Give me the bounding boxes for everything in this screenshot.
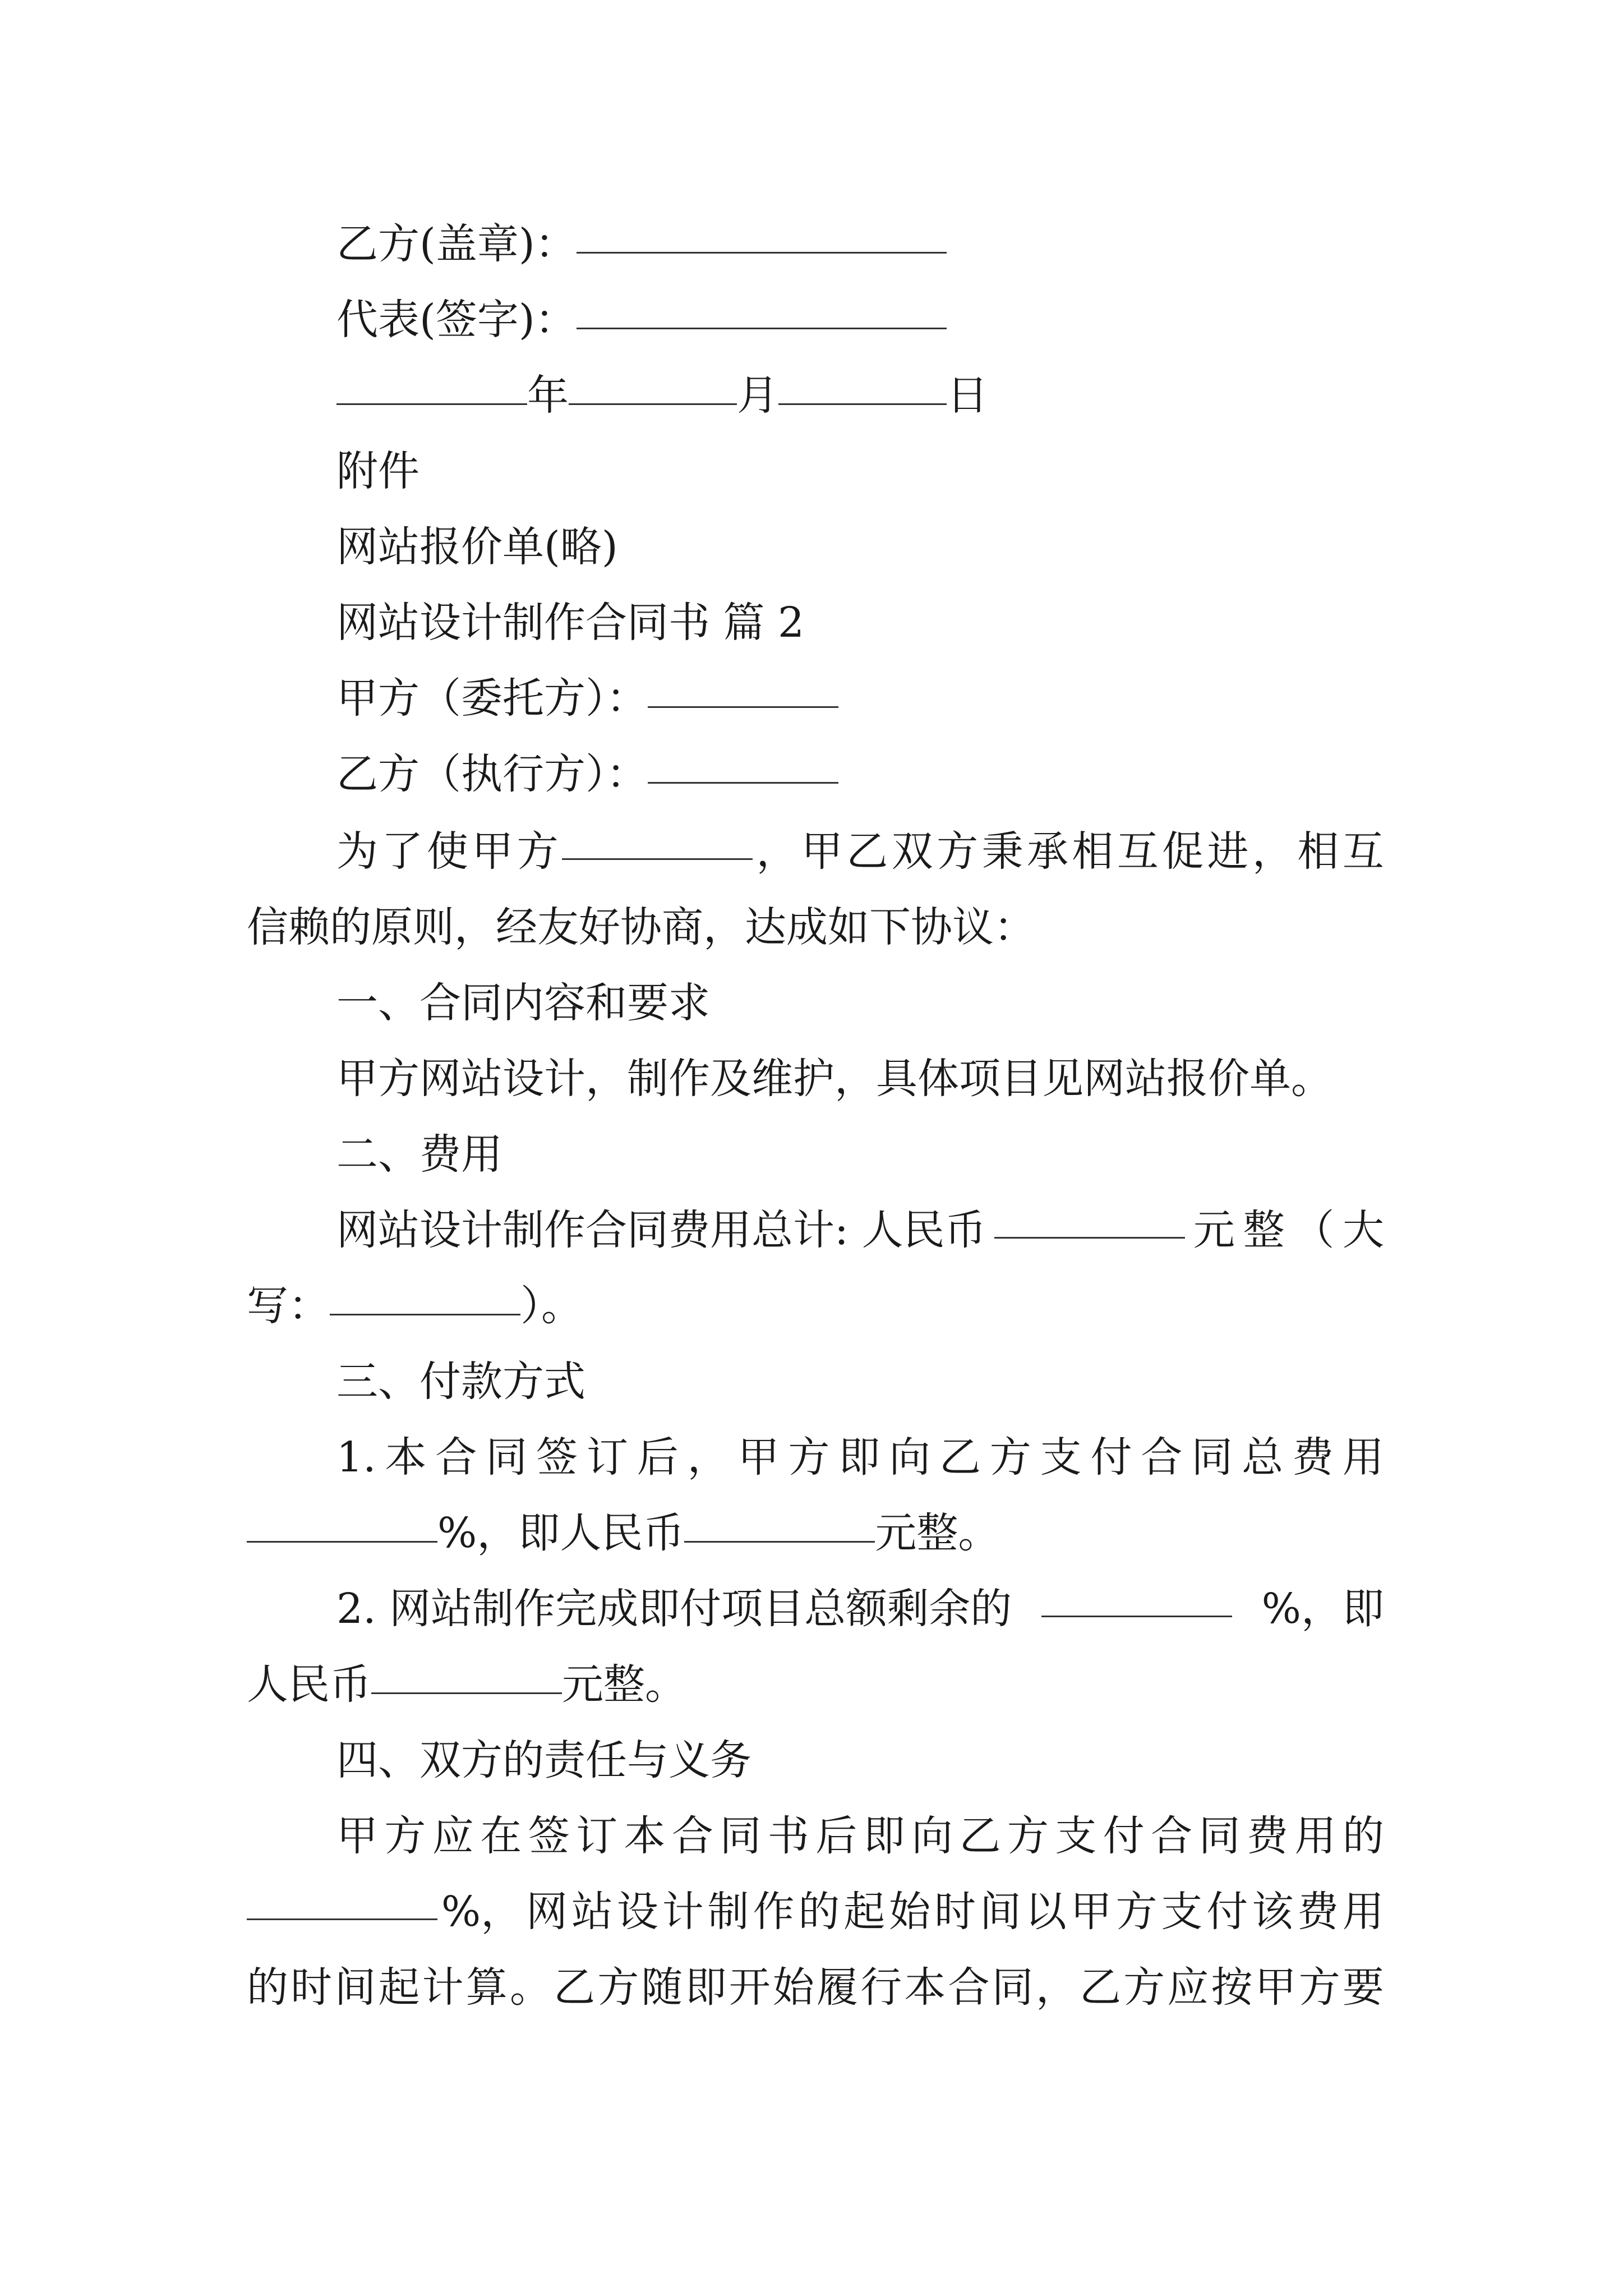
char: 合 bbox=[671, 1812, 713, 1860]
char: ， bbox=[687, 1433, 729, 1481]
char: 向 bbox=[911, 1812, 953, 1860]
char: 设 bbox=[616, 1888, 658, 1936]
char: 方 bbox=[384, 1812, 426, 1860]
char: 乙 bbox=[939, 1433, 981, 1481]
char: 付 bbox=[1206, 1888, 1248, 1936]
year-blank bbox=[336, 364, 527, 405]
char: 时 bbox=[291, 1963, 333, 2012]
char: 作 bbox=[753, 1888, 795, 1936]
char: 用 bbox=[1294, 1812, 1336, 1860]
second-payment-amount-blank bbox=[371, 1653, 562, 1694]
char: 费 bbox=[1292, 1433, 1334, 1481]
char: 支 bbox=[1055, 1812, 1097, 1860]
party-b-seal-blank bbox=[577, 213, 947, 254]
char: 方 bbox=[788, 1433, 830, 1481]
char: 同 bbox=[1198, 1812, 1241, 1860]
char: 费 bbox=[1297, 1888, 1339, 1936]
purpose-blank bbox=[562, 819, 753, 860]
char: 向 bbox=[889, 1433, 931, 1481]
first-payment-percent-blank bbox=[247, 1502, 437, 1543]
char: 秉 bbox=[981, 827, 1023, 876]
char: 应 bbox=[432, 1812, 474, 1860]
char: 在 bbox=[480, 1812, 522, 1860]
second-payment-currency: 人民币 bbox=[247, 1660, 371, 1709]
char: 用 bbox=[1342, 1433, 1384, 1481]
section-4-line-3 bbox=[247, 1959, 1384, 2016]
section-1-body: 甲方网站设计，制作及维护，具体项目见网站报价单。 bbox=[336, 1055, 1332, 1103]
section-3-item-1-line-1 bbox=[336, 1429, 1384, 1485]
char: 双 bbox=[891, 827, 933, 876]
first-payment-unit: 元整。 bbox=[875, 1509, 1000, 1557]
char: 起 bbox=[843, 1888, 886, 1936]
attachment-heading: 附件 bbox=[336, 447, 419, 495]
char: 方 bbox=[1007, 1812, 1049, 1860]
char: 本 bbox=[624, 1812, 666, 1860]
prepay-percent-blank bbox=[247, 1879, 437, 1920]
char: 互 bbox=[1117, 827, 1159, 876]
char: 方 bbox=[1123, 1963, 1165, 2012]
char: 应 bbox=[1167, 1963, 1209, 2012]
char: 用 bbox=[1342, 1888, 1384, 1936]
char: 乙 bbox=[554, 1963, 596, 2012]
char: 费 bbox=[1247, 1812, 1289, 1860]
section-2-line-1 bbox=[336, 1202, 1384, 1258]
intro-line-1 bbox=[336, 823, 1384, 880]
char: 同 bbox=[720, 1812, 762, 1860]
section-4-line-2 bbox=[247, 1884, 1384, 1940]
char: 方 bbox=[1298, 1963, 1340, 2012]
section-3-item-1-line-2 bbox=[247, 1505, 999, 1561]
char: 的 bbox=[798, 1888, 840, 1936]
char: ， bbox=[756, 827, 798, 876]
char: 履 bbox=[817, 1963, 859, 2012]
day-blank bbox=[778, 364, 947, 405]
char: 支 bbox=[1040, 1433, 1082, 1481]
char: 为 bbox=[336, 827, 378, 876]
char: %， bbox=[441, 1888, 523, 1936]
char: ， bbox=[1252, 827, 1294, 876]
char: 合 bbox=[435, 1433, 477, 1481]
char: 行 bbox=[860, 1963, 902, 2012]
first-payment-label: %，即人民币 bbox=[437, 1509, 685, 1557]
party-b-seal-line bbox=[336, 216, 947, 272]
representative-label: 代表(签字)： bbox=[336, 296, 577, 344]
fee-close: ）。 bbox=[520, 1282, 583, 1330]
char: 促 bbox=[1162, 827, 1204, 876]
party-b-seal-label: 乙方(盖章)： bbox=[336, 220, 577, 268]
second-payment-percent-blank bbox=[1041, 1576, 1232, 1617]
char: 的 bbox=[1342, 1812, 1384, 1860]
char: 付 bbox=[1103, 1812, 1145, 1860]
fee-uppercase-label: 写： bbox=[247, 1282, 330, 1330]
char: 始 bbox=[889, 1888, 931, 1936]
char: 即 bbox=[863, 1812, 905, 1860]
char: 书 bbox=[767, 1812, 809, 1860]
day-label: 日 bbox=[947, 371, 988, 420]
char: 签 bbox=[528, 1812, 570, 1860]
char: 间 bbox=[979, 1888, 1021, 1936]
char: （ bbox=[1293, 1206, 1335, 1254]
char: 合 bbox=[1151, 1812, 1193, 1860]
intro-line-2: 信赖的原则，经友好协商，达成如下协议： bbox=[247, 903, 1035, 951]
char: 了 bbox=[381, 827, 423, 876]
char: 1. bbox=[336, 1433, 376, 1481]
char: 付 bbox=[1090, 1433, 1132, 1481]
char: ， bbox=[1035, 1963, 1077, 2012]
second-payment-unit: 元整。 bbox=[562, 1660, 686, 1709]
char: 合 bbox=[948, 1963, 990, 2012]
char: 相 bbox=[1297, 827, 1339, 876]
char: 始 bbox=[772, 1963, 814, 2012]
party-b-label: 乙方（执行方）： bbox=[336, 750, 648, 798]
party-a-blank bbox=[648, 667, 838, 708]
first-payment-amount-blank bbox=[684, 1502, 875, 1543]
char: 网 bbox=[526, 1888, 568, 1936]
char: 方 bbox=[937, 827, 979, 876]
char: 计 bbox=[422, 1963, 464, 2012]
section-3-item-2-line-1 bbox=[336, 1581, 1384, 1637]
char: 订 bbox=[576, 1812, 618, 1860]
fee-amount-blank bbox=[994, 1198, 1185, 1239]
char: 签 bbox=[536, 1433, 578, 1481]
char: 本 bbox=[904, 1963, 946, 2012]
year-label: 年 bbox=[527, 371, 569, 420]
section-4-line-1 bbox=[336, 1808, 1384, 1864]
month-blank bbox=[569, 364, 737, 405]
char: 甲 bbox=[801, 827, 843, 876]
section-4-heading: 四、双方的责任与义务 bbox=[336, 1736, 751, 1784]
char: 开 bbox=[728, 1963, 771, 2012]
second-payment-percent-label: %，即 bbox=[1261, 1585, 1384, 1633]
party-a-label: 甲方（委托方）： bbox=[336, 674, 648, 723]
char: 大 bbox=[1342, 1206, 1384, 1254]
attachment-item: 网站报价单(略) bbox=[336, 523, 618, 571]
char: 即 bbox=[838, 1433, 880, 1481]
char: 甲 bbox=[1255, 1963, 1297, 2012]
char: 合 bbox=[1141, 1433, 1183, 1481]
char: 计 bbox=[662, 1888, 704, 1936]
fee-total-label: 网站设计制作合同费用总计: 人民币 bbox=[336, 1206, 986, 1254]
party-b-blank bbox=[648, 743, 838, 784]
section-1-heading: 一、合同内容和要求 bbox=[336, 979, 710, 1027]
char: 制 bbox=[707, 1888, 749, 1936]
char: 互 bbox=[1342, 827, 1384, 876]
char: 相 bbox=[1072, 827, 1114, 876]
char: 乙 bbox=[1079, 1963, 1121, 2012]
char: 站 bbox=[571, 1888, 613, 1936]
char: 方 bbox=[1115, 1888, 1158, 1936]
char: 乙 bbox=[959, 1812, 1001, 1860]
party-a-line bbox=[336, 670, 838, 726]
char: 后 bbox=[637, 1433, 679, 1481]
party-b-line bbox=[336, 746, 838, 802]
char: 。 bbox=[509, 1963, 551, 2012]
char: 随 bbox=[641, 1963, 683, 2012]
char: 甲 bbox=[1070, 1888, 1112, 1936]
char: 方 bbox=[989, 1433, 1031, 1481]
char: 订 bbox=[586, 1433, 628, 1481]
char: 整 bbox=[1243, 1206, 1285, 1254]
char: 方 bbox=[517, 827, 559, 876]
char: 同 bbox=[486, 1433, 528, 1481]
char: 元 bbox=[1193, 1206, 1235, 1254]
char: 方 bbox=[597, 1963, 639, 2012]
char: 本 bbox=[385, 1433, 427, 1481]
char: 甲 bbox=[737, 1433, 780, 1481]
contract-title: 网站设计制作合同书 篇 2 bbox=[336, 599, 805, 647]
char: 的 bbox=[247, 1963, 288, 2012]
char: 即 bbox=[685, 1963, 727, 2012]
date-line bbox=[336, 367, 988, 424]
char: 承 bbox=[1026, 827, 1068, 876]
char: 间 bbox=[334, 1963, 376, 2012]
fee-uppercase-blank bbox=[330, 1274, 520, 1315]
char: 同 bbox=[992, 1963, 1034, 2012]
representative-blank bbox=[577, 288, 947, 329]
char: 使 bbox=[426, 827, 468, 876]
month-label: 月 bbox=[737, 371, 778, 420]
section-2-heading: 二、费用 bbox=[336, 1130, 502, 1179]
char: 进 bbox=[1207, 827, 1249, 876]
section-3-heading: 三、付款方式 bbox=[336, 1358, 585, 1406]
char: 要 bbox=[1342, 1963, 1384, 2012]
char: 后 bbox=[815, 1812, 857, 1860]
char: 乙 bbox=[846, 827, 888, 876]
char: 起 bbox=[378, 1963, 420, 2012]
char: 甲 bbox=[336, 1812, 378, 1860]
char: 甲 bbox=[472, 827, 514, 876]
second-payment-label: 2. 网站制作完成即付项目总额剩余的 bbox=[336, 1585, 1012, 1633]
char: 总 bbox=[1242, 1433, 1284, 1481]
section-3-item-2-line-2 bbox=[247, 1657, 686, 1713]
char: 算 bbox=[465, 1963, 508, 2012]
representative-line bbox=[336, 292, 947, 348]
char: 以 bbox=[1025, 1888, 1067, 1936]
char: 该 bbox=[1252, 1888, 1294, 1936]
char: 时 bbox=[934, 1888, 976, 1936]
section-2-line-2 bbox=[247, 1278, 583, 1334]
char: 按 bbox=[1211, 1963, 1253, 2012]
char: 支 bbox=[1161, 1888, 1203, 1936]
char: 同 bbox=[1191, 1433, 1233, 1481]
